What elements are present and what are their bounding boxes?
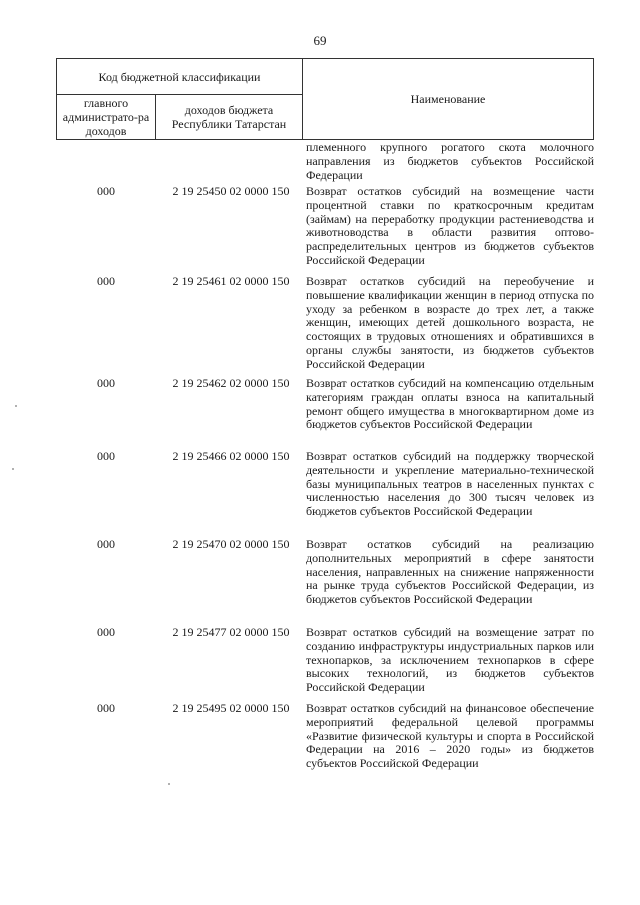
admin-code: 000 (97, 376, 115, 390)
admin-code: 000 (97, 701, 115, 715)
page-number: 69 (313, 33, 327, 48)
row-name: Возврат остатков субсидий на поддержку творческой деятельности и укрепление материально-технической базы муниципальных театров в населенных пунктах с численностью населения до 300 тысяч человек из бюджетов субъектов Российской Федерации (306, 449, 594, 519)
admin-code: 000 (97, 184, 115, 198)
budget-code: 2 19 25477 02 0000 150 (172, 625, 290, 639)
admin-code: 000 (97, 274, 115, 288)
scan-speck (168, 783, 170, 785)
budget-code: 2 19 25450 02 0000 150 (172, 184, 290, 198)
budget-code: 2 19 25461 02 0000 150 (172, 274, 290, 288)
header-name: Наименование (302, 58, 594, 140)
row-name: Возврат остатков субсидий на возмещение части процентной ставки по краткосрочным кредитам (займам) на переработку продукции растениеводства и животноводства в области развития оптово-распределительных центров из бюджетов субъектов Российской Федерации (306, 184, 594, 267)
header-budget-revenues: доходов бюджета Республики Татарстан (155, 94, 303, 140)
header-budget-classification-code: Код бюджетной классификации (56, 58, 303, 95)
continuation-text: племенного крупного рогатого скота молочного направления из бюджетов субъектов Российской Федерации (306, 140, 594, 182)
header-main-administrator: главного администрато-ра доходов (56, 94, 156, 140)
admin-code: 000 (97, 449, 115, 463)
row-name: Возврат остатков субсидий на финансовое обеспечение мероприятий федеральной целевой программы «Развитие физической культуры и спорта в Российской Федерации на 2016 – 2020 годы» из бюджетов субъектов Российской Федерации (306, 701, 594, 771)
admin-code: 000 (97, 625, 115, 639)
admin-code: 000 (97, 537, 115, 551)
budget-code: 2 19 25470 02 0000 150 (172, 537, 290, 551)
row-name: Возврат остатков субсидий на переобучение и повышение квалификации женщин в период отпуска по уходу за ребенком в возрасте до трех лет, а также женщин, имеющих детей дошкольного возраста, не состоящих в трудовых отношениях и обратившихся в органы службы занятости, из бюджетов субъектов Российской Федерации (306, 274, 594, 371)
budget-code: 2 19 25466 02 0000 150 (172, 449, 290, 463)
budget-code: 2 19 25495 02 0000 150 (172, 701, 290, 715)
row-name: Возврат остатков субсидий на компенсацию отдельным категориям граждан оплаты взноса на капитальный ремонт общего имущества в многоквартирном доме из бюджетов субъектов Российской Федерации (306, 376, 594, 432)
row-name: Возврат остатков субсидий на реализацию дополнительных мероприятий в сфере занятости населения, направленных на снижение напряженности на рынке труда субъектов Российской Федерации, из бюджетов субъектов Российской Федерации (306, 537, 594, 607)
row-name: Возврат остатков субсидий на возмещение затрат по созданию инфраструктуры индустриальных парков или технопарков, за исключением технопарков в сфере высоких технологий, из бюджетов субъектов Российской Федерации (306, 625, 594, 695)
budget-code: 2 19 25462 02 0000 150 (172, 376, 290, 390)
scan-speck (12, 468, 14, 470)
scan-speck (15, 405, 17, 407)
